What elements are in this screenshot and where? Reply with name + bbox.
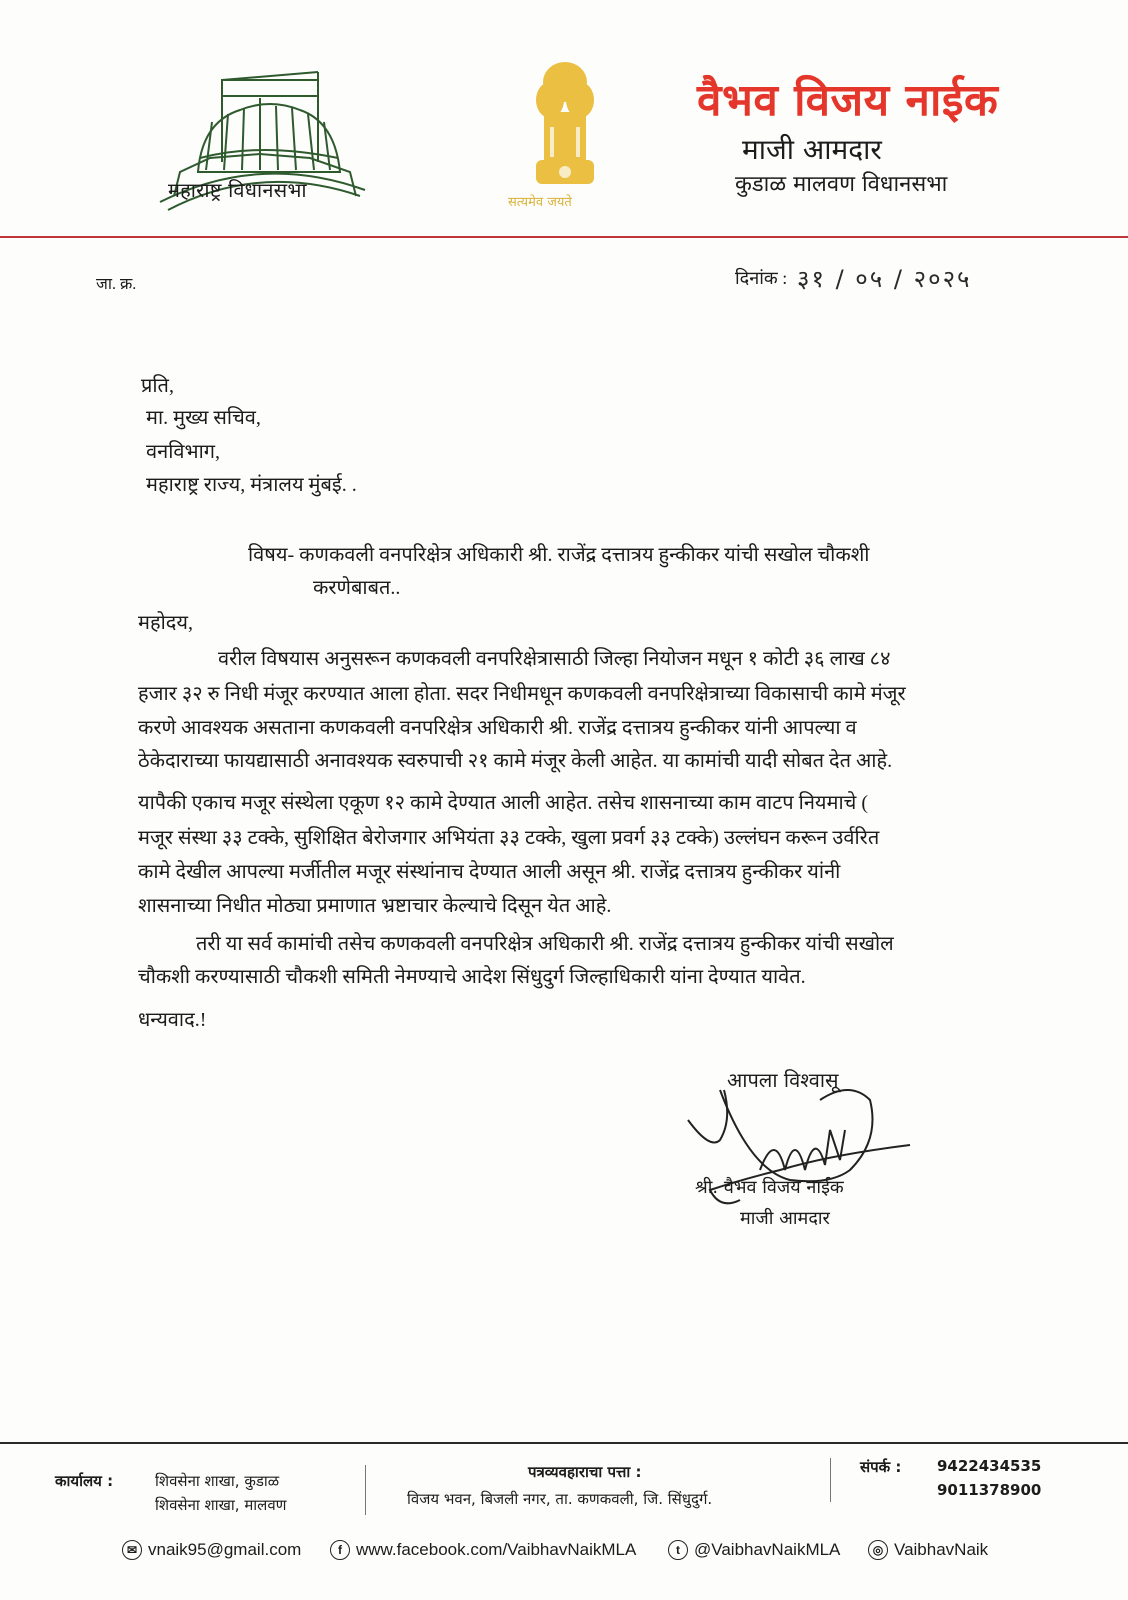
handwritten-signature bbox=[680, 1060, 920, 1230]
footer-separator bbox=[830, 1458, 831, 1502]
instagram-link[interactable] bbox=[868, 1540, 988, 1560]
email-link[interactable] bbox=[122, 1540, 301, 1560]
emblem-motto: सत्यमेव जयते bbox=[508, 195, 572, 210]
footer-separator bbox=[365, 1465, 366, 1515]
signatory-name: श्री. वैभव विजय नाईक bbox=[695, 1177, 844, 1198]
footer-divider bbox=[0, 1442, 1128, 1444]
office-address: शिवसेना शाखा, कुडाळ bbox=[155, 1472, 280, 1490]
thanks: धन्यवाद.! bbox=[138, 1009, 207, 1031]
recipient-line: महाराष्ट्र राज्य, मंत्रालय मुंबई. . bbox=[146, 474, 357, 496]
body-line: मजूर संस्था ३३ टक्के, सुशिक्षित बेरोजगार अभियंता ३३ टक्के, खुला प्रवर्ग ३३ टक्के) उल्लंघन करून उर्वरित bbox=[138, 827, 880, 849]
instagram-icon: ◎ bbox=[868, 1540, 888, 1560]
office-label: कार्यालय : bbox=[55, 1472, 114, 1490]
vidhan-sabha-label: महाराष्ट्र विधानसभा bbox=[168, 178, 307, 202]
subject-line: करणेबाबत.. bbox=[313, 577, 401, 599]
date-value: ३१ / ०५ / २०२५ bbox=[797, 265, 972, 293]
constituency: कुडाळ मालवण विधानसभा bbox=[735, 172, 948, 197]
mla-name: वैभव विजय नाईक bbox=[697, 75, 999, 126]
subject-line: विषय- कणकवली वनपरिक्षेत्र अधिकारी श्री. राजेंद्र दत्तात्रय हुन्कीकर यांची सखोल चौकशी bbox=[248, 544, 870, 566]
instagram-text[interactable]: VaibhavNaik bbox=[894, 1540, 989, 1559]
body-line: शासनाच्या निधीत मोठ्या प्रमाणात भ्रष्टाचार केल्याचे दिसून येत आहे. bbox=[138, 895, 612, 917]
national-emblem-icon bbox=[520, 52, 610, 212]
signature-closing: आपला विश्वासू bbox=[727, 1068, 839, 1092]
body-line: ठेकेदाराच्या फायद्यासाठी अनावश्यक स्वरुपाची २१ कामे मंजूर केली आहेत. या कामांची यादी सोबत देत आहे. bbox=[138, 750, 893, 772]
office-address: शिवसेना शाखा, मालवण bbox=[155, 1496, 287, 1514]
body-line: हजार ३२ रु निधी मंजूर करण्यात आला होता. सदर निधीमधून कणकवली वनपरिक्षेत्राच्या विकासाची कामे मंजूर bbox=[138, 683, 906, 705]
twitter-link[interactable] bbox=[668, 1540, 840, 1560]
mla-title: माजी आमदार bbox=[742, 133, 882, 166]
body-line: तरी या सर्व कामांची तसेच कणकवली वनपरिक्षेत्र अधिकारी श्री. राजेंद्र दत्तात्रय हुन्कीकर यांची सखोल bbox=[196, 933, 894, 955]
twitter-icon: t bbox=[668, 1540, 688, 1560]
header-divider bbox=[0, 236, 1128, 238]
twitter-text[interactable]: @VaibhavNaikMLA bbox=[694, 1540, 841, 1559]
body-line: करणे आवश्यक असताना कणकवली वनपरिक्षेत्र अधिकारी श्री. राजेंद्र दत्तात्रय हुन्कीकर यांनी आपल्या व bbox=[138, 717, 857, 739]
reference-number-label: जा. क्र. bbox=[96, 276, 137, 293]
phone-number[interactable]: 9422434535 bbox=[937, 1457, 1042, 1475]
facebook-link[interactable] bbox=[330, 1540, 636, 1560]
body-line: वरील विषयास अनुसरून कणकवली वनपरिक्षेत्रासाठी जिल्हा नियोजन मधून १ कोटी ३६ लाख ८४ bbox=[218, 648, 891, 670]
correspondence-address: विजय भवन, बिजली नगर, ता. कणकवली, जि. सिंधुदुर्ग. bbox=[407, 1490, 713, 1508]
body-line: यापैकी एकाच मजूर संस्थेला एकूण १२ कामे देण्यात आली आहेत. तसेच शासनाच्या काम वाटप नियमाचे ( bbox=[138, 792, 869, 814]
phone-number[interactable]: 9011378900 bbox=[937, 1481, 1042, 1499]
recipient-line: वनविभाग, bbox=[146, 441, 221, 463]
recipient-line: प्रति, bbox=[141, 375, 174, 397]
email-icon: ✉ bbox=[122, 1540, 142, 1560]
body-line: कामे देखील आपल्या मर्जीतील मजूर संस्थांनाच देण्यात आली असून श्री. राजेंद्र दत्तात्रय हुन्कीकर यांनी bbox=[138, 861, 841, 883]
contact-label: संपर्क : bbox=[860, 1458, 902, 1476]
recipient-line: मा. मुख्य सचिव, bbox=[146, 407, 261, 429]
date-label: दिनांक : bbox=[735, 268, 788, 288]
email-text[interactable]: vnaik95@gmail.com bbox=[148, 1540, 302, 1559]
facebook-icon: f bbox=[330, 1540, 350, 1560]
salutation: महोदय, bbox=[138, 612, 193, 634]
signatory-title: माजी आमदार bbox=[740, 1208, 830, 1229]
body-line: चौकशी करण्यासाठी चौकशी समिती नेमण्याचे आदेश सिंधुदुर्ग जिल्हाधिकारी यांना देण्यात यावेत. bbox=[138, 966, 806, 988]
facebook-text[interactable]: www.facebook.com/VaibhavNaikMLA bbox=[356, 1540, 637, 1559]
correspondence-label: पत्रव्यवहाराचा पत्ता : bbox=[528, 1463, 642, 1481]
